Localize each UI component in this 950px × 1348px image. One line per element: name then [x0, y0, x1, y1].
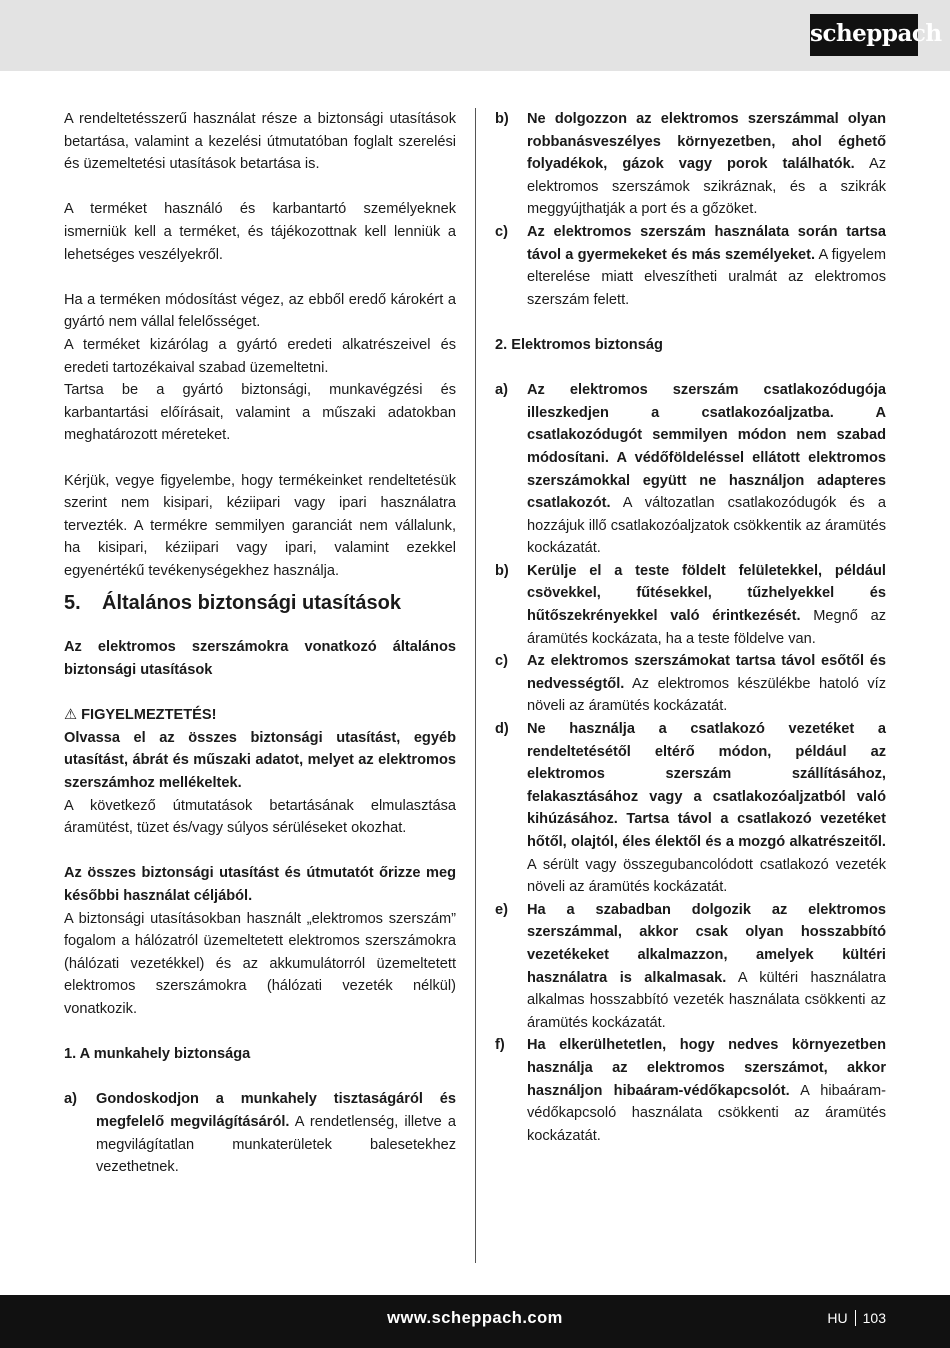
list-item [495, 1034, 886, 1147]
keep-instructions-bold: Az összes biztonsági utasítást és útmutatót őrizze meg későbbi használat céljából. [64, 865, 456, 904]
list-item [495, 718, 886, 899]
list-item [495, 108, 886, 221]
list-item [495, 899, 886, 1035]
warning-triangle-icon: ⚠ [64, 707, 78, 724]
list-item-label: c) [495, 653, 508, 670]
list-item-text: Az elektromos szerszám csatlakozódugója illeszkedjen a csatlakozóaljzatba. A csatlakozódugót semmilyen módon nem szabad módosítani. A védőföldeléssel ellátott elektromos szerszámokkal együtt ne használjon adapteres csatlakozót. A változatlan csatlakozódugók és a hozzájuk illő csatlakozóaljzatok csökkentik az áramütés kockázatát. [527, 382, 886, 557]
list-item-text: Ne dolgozzon az elektromos szerszámmal olyan robbanásveszélyes környezetben, ahol éghető folyadékok, gázok vagy porok találhatók. Az elektromos szerszámok szikráznak, és a szikrák meggyújthatják a port és a gőzöket. [527, 111, 887, 218]
list-item [495, 650, 886, 718]
warning-bold-text: Olvassa el az összes biztonsági utasítást, egyéb utasítást, ábrát és műszaki adatot, melyet az elektromos szerszámhoz mellékeltek. [64, 729, 456, 792]
subheading-workplace-safety: 1. A munkahely biztonsága [64, 1046, 251, 1063]
list-item-label: c) [495, 223, 508, 240]
paragraph-users: A terméket használó és karbantartó személyeknek ismerniük kell a terméket, és tájékozottnak kell lenniük a lehetséges veszélyekről. [64, 201, 456, 263]
electrical-safety-list [495, 379, 886, 1147]
keep-instructions-text: A biztonsági utasításokban használt „elektromos szerszám” fogalom a hálózatról üzemeltetett elektromos szerszámokra (hálózati vezetékkel) és az akkumulátorról üzemeltetett elektromos szerszámokra (hálózati vezeték nélkül) vonatkozik. [64, 910, 456, 1017]
page-footer [0, 1295, 950, 1348]
list-item-text: Az elektromos szerszámokat tartsa távol esőtől és nedvességtől. Az elektromos készülékbe hatoló víz növeli az áramütés kockázatát. [527, 653, 886, 715]
right-column [495, 108, 886, 1147]
paragraph-intended-use: A rendeltetésszerű használat része a biztonsági utasítások betartása, valamint a kezelési útmutatóban foglalt szerelési és üzemeltetési utasítások betartása is. [64, 111, 456, 173]
workplace-safety-list [495, 108, 886, 311]
list-item [64, 1088, 456, 1178]
section-title: Általános biztonsági utasítások [102, 592, 401, 615]
list-item-label: b) [495, 562, 509, 579]
page-indicator [827, 1310, 886, 1326]
list-item-text: Kerülje el a teste földelt felületekkel, például csövekkel, fűtésekkel, tűzhelyekkel és hűtőszekrényekkel való érintkezését. Megnő az áramütés kockázata, ha a teste földelve van. [527, 562, 886, 647]
list-item [495, 379, 886, 560]
paragraph-warranty: Kérjük, vegye figyelembe, hogy termékeinket rendeltetésük szerint nem kisipari, kéziipari vagy ipari használatra tervezték. A termékre semmilyen garanciát nem vállalunk, ha kisipari, kéziipari vagy ipari, valamint ezekkel egyenértékű tevékenységekhez használja. [64, 472, 456, 579]
list-item-label: d) [495, 721, 509, 738]
scheppach-logo: scheppach [810, 14, 918, 56]
warning-heading [64, 704, 456, 727]
language-code: HU [827, 1310, 848, 1326]
list-item-text: Ha elkerülhetetlen, hogy nedves környezetben használja az elektromos szerszámot, akkor használjon hibaáram-védőkapcsolót. A hibaáram-védőkapcsoló használata csökkenti az áramütés kockázatát. [527, 1037, 886, 1144]
page-number: 103 [862, 1310, 886, 1326]
list-item-label: b) [495, 111, 509, 127]
page-separator [855, 1310, 856, 1326]
paragraph-modification: Ha a terméken módosítást végez, az ebből eredő károkért a gyártó nem vállal felelősséget. [64, 291, 456, 331]
left-column [64, 108, 456, 1179]
paragraph-regulations: Tartsa be a gyártó biztonsági, munkavégzési és karbantartási előírásait, valamint a műszaki adatokban meghatározott méreteket. [64, 382, 456, 444]
page-header [0, 0, 950, 71]
section-heading [64, 590, 456, 616]
list-item-label: e) [495, 901, 508, 918]
list-item [495, 560, 886, 650]
list-item-text: Ne használja a csatlakozó vezetéket a rendeltetésétől eltérő módon, például az elektromos szerszám szállításához, felakasztásához vagy a csatlakozóaljzatból való kihúzásához. Tartsa távol a csatlakozó vezetéket hőtől, olajtól, éles élektől és a mozgó alkatrészeitől. A sérült vagy összegubancolódott csatlakozó vezeték növeli az áramütés kockázatát. [527, 721, 886, 896]
list-item-text: Gondoskodjon a munkahely tisztaságáról és megfelelő megvilágításáról. A rendetlenség, illetve a megvilágítatlan munkaterületek balesetekhez vezethetnek. [96, 1091, 456, 1176]
paragraph-original-parts: A terméket kizárólag a gyártó eredeti alkatrészeivel és eredeti tartozékaival szabad üzemeltetni. [64, 336, 456, 376]
column-divider [475, 108, 476, 1263]
warning-text: A következő útmutatások betartásának elmulasztása áramütést, tüzet és/vagy súlyos sérüléseket okozhat. [64, 797, 456, 837]
list-item-label: f) [495, 1037, 505, 1054]
website-url: www.scheppach.com [387, 1309, 563, 1327]
warning-label: FIGYELMEZTETÉS! [81, 707, 217, 724]
list-item-label: a) [64, 1091, 77, 1108]
section-number: 5. [64, 592, 81, 615]
list-item-label: a) [495, 382, 508, 399]
list-item-text: Az elektromos szerszám használata során tartsa távol a gyermekeket és más személyeket. A figyelem elterelése miatt elveszítheti uralmát az elektromos szerszám felett. [527, 223, 887, 308]
list-item [495, 221, 886, 311]
subheading-electrical-safety: 2. Elektromos biztonság [495, 336, 663, 353]
list-item-text: Ha a szabadban dolgozik az elektromos szerszámmal, akkor csak olyan hosszabbító vezetékeket alkalmazzon, amelyek kültéri használatra is alkalmasak. A kültéri használatra alkalmas hosszabbító vezeték használata csökkenti az áramütés kockázatát. [527, 901, 886, 1031]
subheading-general-safety: Az elektromos szerszámokra vonatkozó általános biztonsági utasítások [64, 639, 456, 679]
